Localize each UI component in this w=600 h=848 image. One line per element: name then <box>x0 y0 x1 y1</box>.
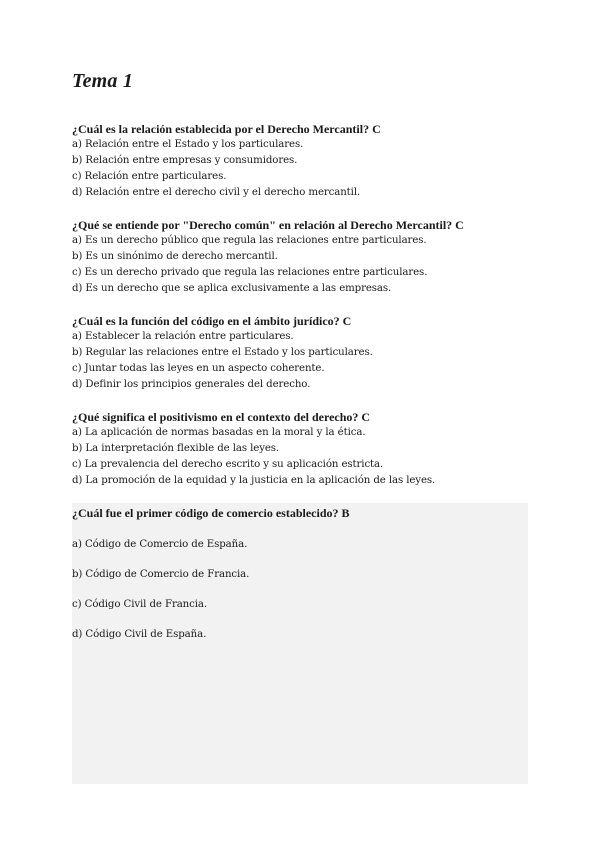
answer-option-d: d) Relación entre el derecho civil y el derecho mercantil. <box>72 187 361 198</box>
question-block-1 <box>72 121 532 201</box>
answer-option-c: c) Código Civil de Francia. <box>72 599 208 610</box>
answer-option-d: d) Código Civil de España. <box>72 629 207 640</box>
answer-option-c: c) Relación entre particulares. <box>72 171 227 182</box>
question-block-3 <box>72 313 532 393</box>
answer-option-b: b) Código de Comercio de Francia. <box>72 569 250 580</box>
answer-option-c: c) Es un derecho privado que regula las relaciones entre particulares. <box>72 267 428 278</box>
answer-option-d: d) La promoción de la equidad y la justicia en la aplicación de las leyes. <box>72 475 436 486</box>
answer-option-c: c) Juntar todas las leyes en un aspecto coherente. <box>72 363 325 374</box>
question-text: ¿Cuál es la función del código en el ámbito jurídico? C <box>72 314 352 328</box>
answer-option-a: a) Establecer la relación entre particulares. <box>72 331 294 342</box>
page-title: Tema 1 <box>72 70 134 92</box>
question-text: ¿Qué significa el positivismo en el contexto del derecho? C <box>72 410 371 424</box>
answer-option-b: b) Es un sinónimo de derecho mercantil. <box>72 251 278 262</box>
question-text: ¿Cuál fue el primer código de comercio establecido? B <box>72 506 350 520</box>
answer-option-c: c) La prevalencia del derecho escrito y su aplicación estricta. <box>72 459 384 470</box>
answer-option-a: a) La aplicación de normas basadas en la moral y la ética. <box>72 427 366 438</box>
question-block-2 <box>72 217 532 297</box>
answer-option-b: b) La interpretación flexible de las leyes. <box>72 443 280 454</box>
answer-option-b: b) Relación entre empresas y consumidores. <box>72 155 298 166</box>
answer-option-a: a) Relación entre el Estado y los particulares. <box>72 139 304 150</box>
answer-option-b: b) Regular las relaciones entre el Estado y los particulares. <box>72 347 373 358</box>
answer-option-a: a) Código de Comercio de España. <box>72 539 248 550</box>
answer-option-a: a) Es un derecho público que regula las relaciones entre particulares. <box>72 235 427 246</box>
question-text: ¿Qué se entiende por "Derecho común" en relación al Derecho Mercantil? C <box>72 218 464 232</box>
answer-option-d: d) Definir los principios generales del derecho. <box>72 379 311 390</box>
shaded-question-box <box>72 503 528 784</box>
question-text: ¿Cuál es la relación establecida por el Derecho Mercantil? C <box>72 122 381 136</box>
answer-option-d: d) Es un derecho que se aplica exclusivamente a las empresas. <box>72 283 392 294</box>
question-block-4 <box>72 409 532 489</box>
